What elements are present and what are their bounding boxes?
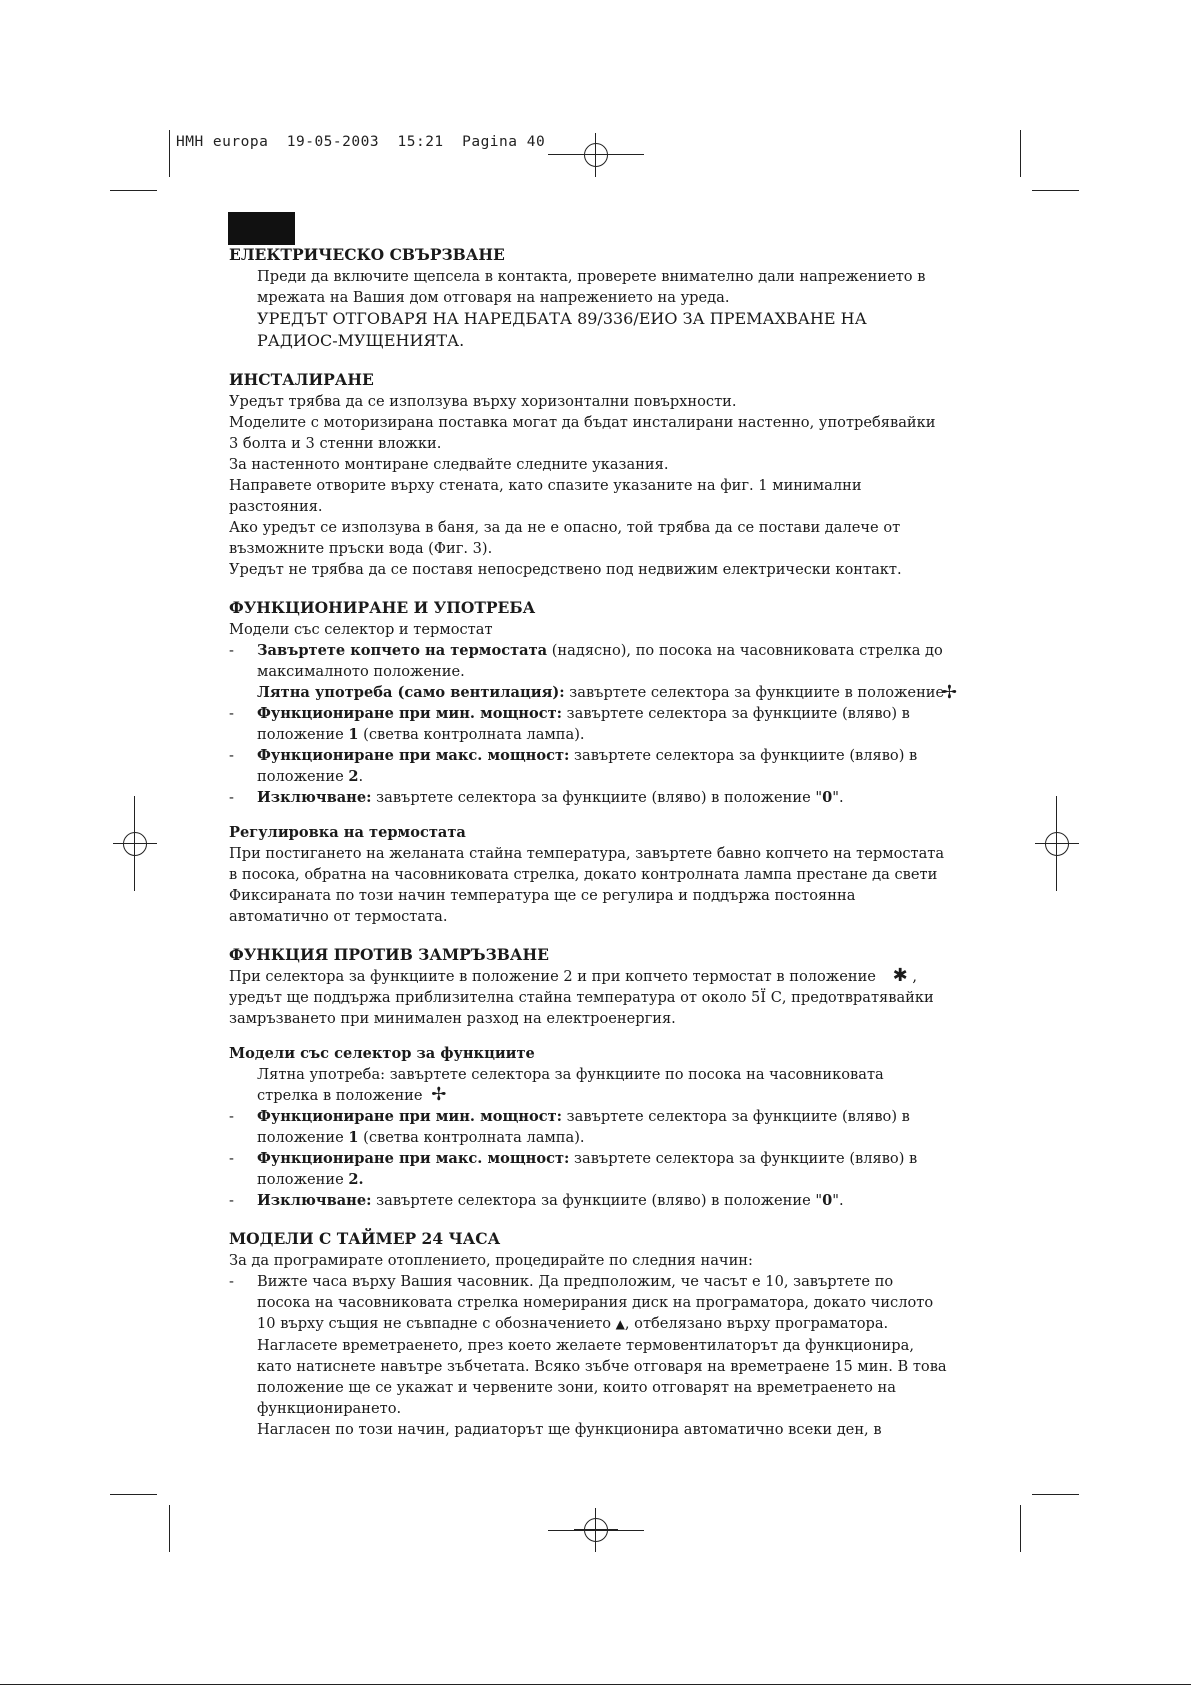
timer-text-b: , отбелязано върху програматора. Нагласете времетраенето, през което желаете термовентилаторът да функционира, като натиснете навътре зъбчетата. Всяко зъбче отговаря на времетраене 15 мин. В това положение ще се укажат и червените зони, които отговарят на времетраенето на функционирането. bbox=[257, 1315, 947, 1417]
crop-mark-bottom-left-h bbox=[110, 1494, 157, 1495]
crop-mark-top-left-h bbox=[110, 190, 157, 191]
list-item bbox=[229, 1271, 949, 1419]
summer-use-line bbox=[229, 682, 957, 703]
list-dash: - bbox=[229, 642, 234, 659]
antifrost-text-2: уредът ще поддържа приблизителна стайна температура от около 5Ï С, предотвратявайки замръзването при минимален разход на електроенергия. bbox=[229, 989, 934, 1027]
snowflake-icon: ✱ bbox=[892, 965, 908, 986]
crop-mark-top-right-v bbox=[1020, 130, 1021, 177]
registration-mark-left bbox=[113, 822, 157, 866]
timer-text-a: Вижте часа върху Вашия часовник. Да предположим, че часът е 10, завъртете по посока на часовниковата стрелка номерирания диск на програматора, докато числото 10 върху същия не съвпадне с обозначението bbox=[257, 1273, 934, 1332]
triangle-marker-icon: ▲ bbox=[615, 1317, 625, 1331]
summer-bold-label: Лятна употреба (само вентилация): bbox=[257, 684, 565, 701]
list-dash: - bbox=[229, 1150, 234, 1167]
timer-text-c: Нагласен по този начин, радиаторът ще функционира автоматично всеки ден, в bbox=[257, 1421, 882, 1438]
heading-selector-models: Модели със селектор за функциите bbox=[229, 1045, 535, 1062]
crop-mark-top-left-v bbox=[169, 130, 170, 177]
selector-summer-line bbox=[229, 1064, 949, 1106]
item-tail: (светва контролната лампа). bbox=[358, 726, 585, 743]
item-text: (надясно), по посока на часовниковата стрелка до максималното положение. bbox=[257, 642, 943, 680]
list-dash: - bbox=[229, 1192, 234, 1209]
install-line-2: Моделите с моторизирана поставка могат да бъдат инсталирани настенно, употребявайки 3 болта и 3 стенни вложки. bbox=[229, 414, 936, 452]
item-bold-label: Функциониране при макс. мощност: bbox=[257, 1150, 570, 1167]
heading-function: ФУНКЦИОНИРАНЕ И УПОТРЕБА bbox=[229, 598, 536, 617]
item-text: завъртете селектора за функциите (вляво) в положение " bbox=[371, 1192, 823, 1209]
list-dash: - bbox=[229, 1273, 234, 1290]
summer-text: завъртете селектора за функциите в положение bbox=[564, 684, 945, 701]
install-line-5: Ако уредът се използува в баня, за да не е опасно, той трябва да се постави далече от възможните пръски вода (Фиг. 3). bbox=[229, 519, 901, 557]
list-item bbox=[229, 1190, 949, 1211]
selector-summer-text: Лятна употреба: завъртете селектора за функциите по посока на часовниковата стрелка в положение bbox=[257, 1066, 884, 1104]
antifrost-text-1: При селектора за функциите в положение 2 и при копчето термостат в положение bbox=[229, 968, 876, 985]
crop-mark-bottom-left-v bbox=[169, 1505, 170, 1552]
list-dash: - bbox=[229, 747, 234, 764]
heading-antifrost: ФУНКЦИЯ ПРОТИВ ЗАМРЪЗВАНЕ bbox=[229, 945, 549, 964]
item-tail: . bbox=[358, 768, 364, 785]
install-line-6: Уредът не трябва да се поставя непосредствено под недвижим електрически контакт. bbox=[229, 561, 902, 578]
registration-mark-bottom bbox=[574, 1508, 618, 1552]
item-text: завъртете селектора за функциите (вляво) в положение bbox=[257, 747, 918, 785]
list-item bbox=[229, 745, 949, 787]
item-bold-label: Функциониране при мин. мощност: bbox=[257, 705, 563, 722]
install-line-3: За настенното монтиране следвайте следните указания. bbox=[229, 456, 669, 473]
list-dash: - bbox=[229, 705, 234, 722]
position-number: 2 bbox=[348, 768, 359, 785]
item-text: завъртете селектора за функциите (вляво) в положение " bbox=[371, 789, 823, 806]
function-intro: Модели със селектор и термостат bbox=[229, 621, 493, 638]
install-line-4: Направете отворите върху стената, като спазите указаните на фиг. 1 минимални разстояния. bbox=[229, 477, 862, 515]
item-bold-label: Изключване: bbox=[257, 789, 372, 806]
item-text: завъртете селектора за функциите (вляво) в положение bbox=[257, 1108, 910, 1146]
registration-mark-top bbox=[574, 133, 618, 177]
item-bold-label: Функциониране при мин. мощност: bbox=[257, 1108, 563, 1125]
item-tail: (светва контролната лампа). bbox=[358, 1129, 585, 1146]
heading-timer: МОДЕЛИ С ТАЙМЕР 24 ЧАСА bbox=[229, 1229, 501, 1248]
list-item bbox=[229, 703, 949, 745]
paragraph-electrical-1: Преди да включите щепсела в контакта, проверете внимателно дали напрежението в мрежата на Вашия дом отговаря на напрежението на уреда. bbox=[257, 268, 926, 306]
position-number: 1 bbox=[348, 1129, 359, 1146]
fan-icon: ✢ bbox=[431, 1084, 447, 1105]
fan-icon: ✢ bbox=[941, 682, 957, 703]
list-dash: - bbox=[229, 1108, 234, 1125]
position-number: 2. bbox=[348, 1171, 364, 1188]
list-item bbox=[229, 640, 949, 682]
paragraph-electrical-2: УРЕДЪТ ОТГОВАРЯ НА НАРЕДБАТА 89/336/ЕИО ЗА ПРЕМАХВАНЕ НА РАДИОС-МУЩЕНИЯТА. bbox=[257, 309, 867, 350]
item-tail: ". bbox=[832, 1192, 844, 1209]
document-body bbox=[229, 244, 957, 1440]
timer-intro: За да програмирате отоплението, процедирайте по следния начин: bbox=[229, 1252, 753, 1269]
heading-electrical: ЕЛЕКТРИЧЕСКО СВЪРЗВАНЕ bbox=[229, 245, 505, 264]
heading-thermostat: Регулировка на термостата bbox=[229, 824, 466, 841]
item-text: завъртете селектора за функциите (вляво) в положение bbox=[257, 1150, 918, 1188]
antifrost-comma: , bbox=[912, 968, 917, 985]
position-number: 1 bbox=[348, 726, 359, 743]
position-number: 0 bbox=[822, 789, 833, 806]
thermostat-text: При постигането на желаната стайна температура, завъртете бавно копчето на термостата в посока, обратна на часовниковата стрелка, докато контролната лампа престане да свети Фиксираната по този начин температура ще се регулира и поддържа постоянна автоматично от термостата. bbox=[229, 845, 945, 925]
list-item bbox=[229, 787, 949, 808]
list-item bbox=[229, 1106, 949, 1148]
install-line-1: Уредът трябва да се използува върху хоризонтални повърхности. bbox=[229, 393, 737, 410]
item-bold-label: Функциониране при макс. мощност: bbox=[257, 747, 570, 764]
registration-mark-right bbox=[1035, 822, 1079, 866]
list-dash: - bbox=[229, 789, 234, 806]
crop-mark-bottom-right-v bbox=[1020, 1505, 1021, 1552]
item-bold-label: Изключване: bbox=[257, 1192, 372, 1209]
position-number: 0 bbox=[822, 1192, 833, 1209]
item-bold-label: Завъртете копчето на термостата bbox=[257, 642, 548, 659]
item-text: завъртете селектора за функциите (вляво) в положение bbox=[257, 705, 910, 743]
item-tail: ". bbox=[832, 789, 844, 806]
antifrost-line-1 bbox=[229, 966, 949, 987]
print-slug: HMH europa 19-05-2003 15:21 Pagina 40 bbox=[176, 134, 546, 150]
language-tab-marker bbox=[228, 212, 295, 245]
list-item bbox=[229, 1148, 949, 1190]
crop-mark-top-right-h bbox=[1032, 190, 1079, 191]
crop-mark-bottom-right-h bbox=[1032, 1494, 1079, 1495]
heading-install: ИНСТАЛИРАНЕ bbox=[229, 370, 374, 389]
